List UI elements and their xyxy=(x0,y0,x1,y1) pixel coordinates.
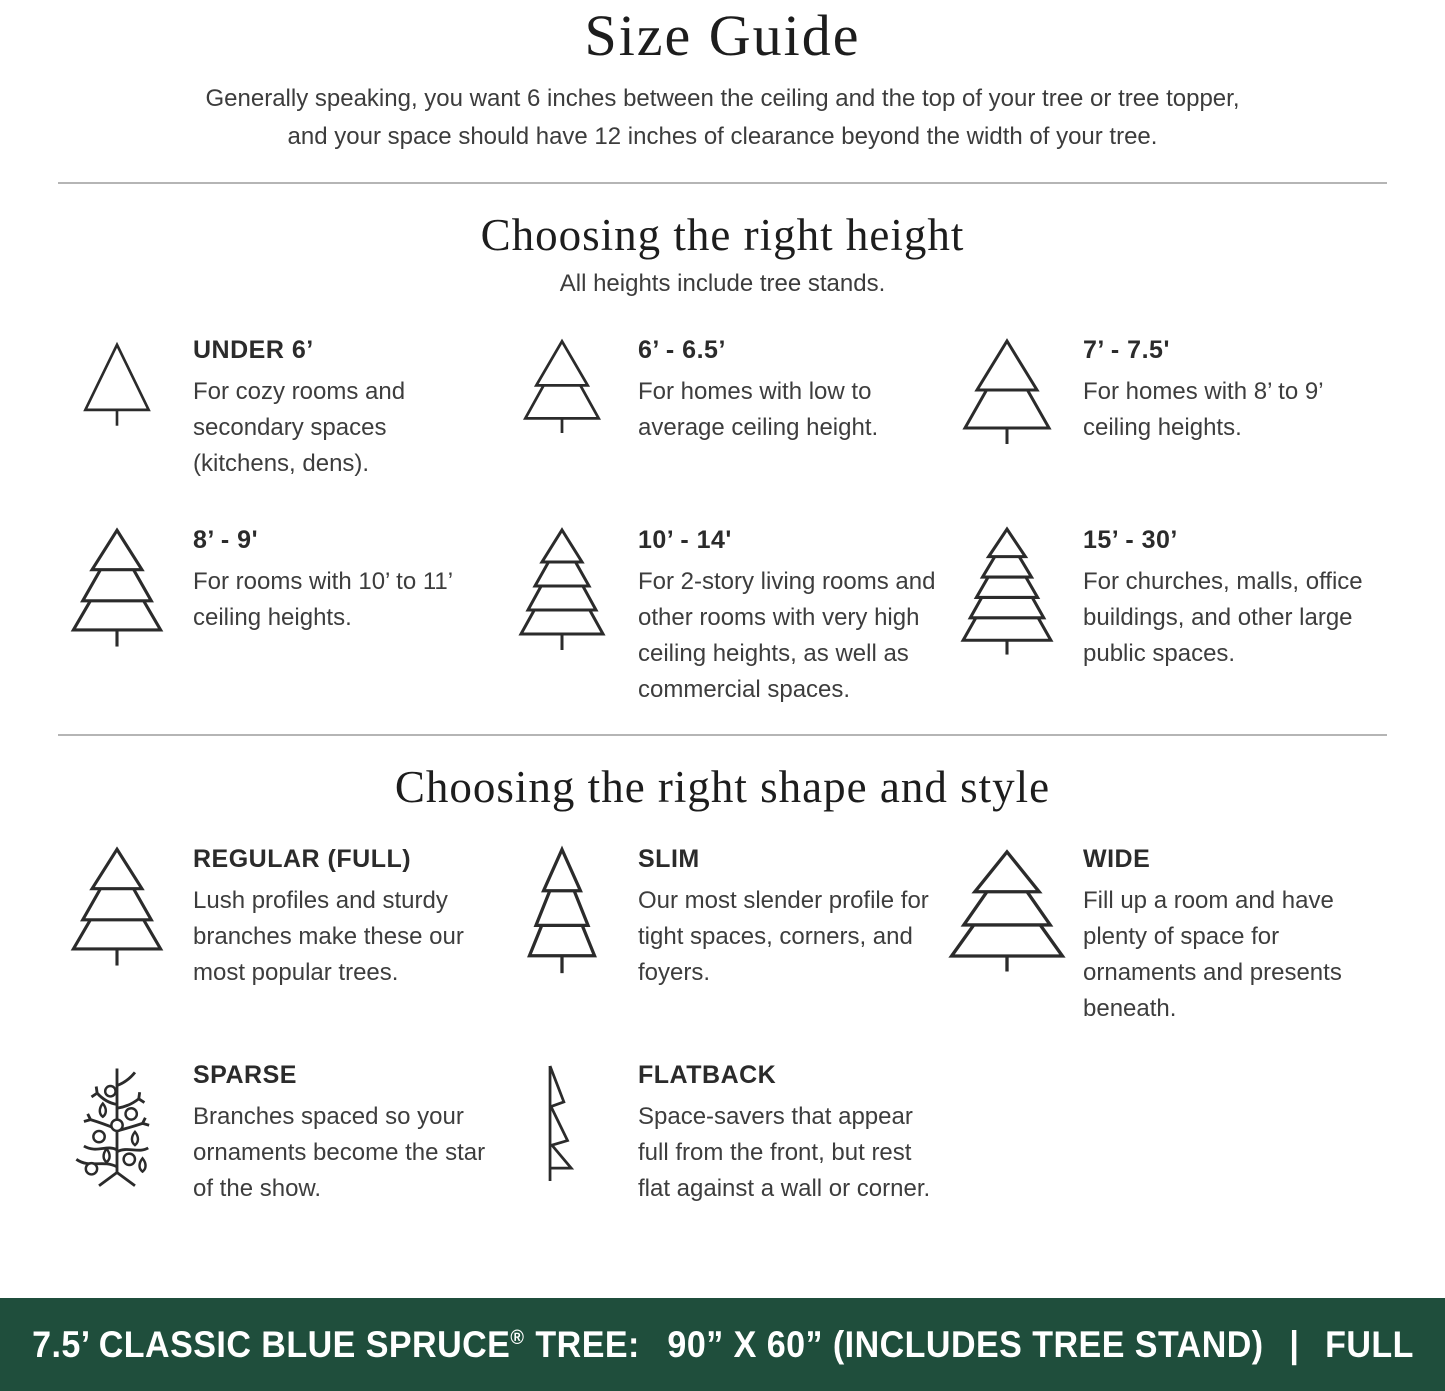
tree-icon-8-to-9 xyxy=(65,524,169,659)
shape-item-flatback xyxy=(500,1057,945,1207)
shape-item-regular xyxy=(55,841,500,1027)
height-item-description: For cozy rooms and secondary spaces (kitchens, dens). xyxy=(193,377,406,477)
height-item-7-to-7-5 xyxy=(945,332,1390,482)
icon-box xyxy=(55,1057,179,1201)
icon-box xyxy=(500,332,624,444)
height-item-description: For homes with 8’ to 9’ ceiling heights. xyxy=(1083,377,1323,441)
tree-icon-sparse xyxy=(65,1059,169,1201)
registered-trademark-symbol: ® xyxy=(509,1326,524,1349)
shape-item-label: FLATBACK xyxy=(638,1061,777,1090)
text-box xyxy=(1069,332,1390,446)
product-banner xyxy=(0,1298,1445,1391)
icon-box xyxy=(55,841,179,978)
icon-box xyxy=(945,841,1069,987)
tree-icon-15-to-30 xyxy=(956,524,1058,677)
text-box xyxy=(624,332,938,446)
banner-tree-label: TREE: xyxy=(534,1323,640,1365)
shape-item-description: Lush profiles and sturdy branches make these our most popular trees. xyxy=(193,887,464,987)
page-title: Size Guide xyxy=(584,3,861,68)
height-section xyxy=(0,184,1445,708)
height-item-label: 6’ - 6.5’ xyxy=(638,335,726,364)
tree-icon-slim xyxy=(524,843,600,984)
text-box xyxy=(179,332,463,482)
shape-grid xyxy=(0,841,1445,1207)
shape-item-sparse xyxy=(55,1057,500,1207)
height-item-description: For 2-story living rooms and other rooms with very high ceiling heights, as well as commercial spaces. xyxy=(638,567,936,703)
banner-separator: | xyxy=(1288,1323,1299,1365)
height-item-under-6 xyxy=(55,332,500,482)
text-box xyxy=(624,522,945,708)
text-box xyxy=(624,841,945,991)
icon-box xyxy=(500,1057,624,1189)
height-item-15-to-30 xyxy=(945,522,1390,708)
text-box xyxy=(1069,522,1383,672)
height-item-8-to-9 xyxy=(55,522,500,708)
icon-box xyxy=(945,332,1069,454)
shape-item-label: WIDE xyxy=(1083,845,1151,874)
icon-box xyxy=(945,522,1069,677)
banner-shape-label: FULL xyxy=(1324,1323,1414,1365)
shape-section-heading: Choosing the right shape and style xyxy=(394,761,1051,812)
shape-item-label: SLIM xyxy=(638,845,700,874)
tree-icon-regular-full xyxy=(65,843,169,978)
height-item-10-to-14 xyxy=(500,522,945,708)
height-section-subheading: All heights include tree stands. xyxy=(559,269,886,297)
tree-icon-flatback xyxy=(539,1059,585,1189)
height-item-label: UNDER 6’ xyxy=(193,335,314,364)
banner-product-name: 7.5’ CLASSIC BLUE SPRUCE xyxy=(31,1323,510,1365)
text-box xyxy=(624,1057,945,1207)
icon-box xyxy=(55,332,179,440)
icon-box xyxy=(55,522,179,659)
icon-box xyxy=(500,522,624,664)
text-box xyxy=(179,522,493,636)
height-item-label: 7’ - 7.5' xyxy=(1083,335,1170,364)
tree-icon-under-6 xyxy=(73,334,161,440)
banner-dimensions: 90” X 60” (INCLUDES TREE STAND) xyxy=(666,1323,1264,1365)
tree-icon-10-to-14 xyxy=(512,524,612,664)
intro-text: Generally speaking, you want 6 inches between the ceiling and the top of your tree or tree topper, and your space should have 12 inches of clearance beyond the width of your tree. xyxy=(205,84,1240,150)
height-section-heading: Choosing the right height xyxy=(480,209,965,260)
product-banner-text xyxy=(32,1324,1414,1366)
height-item-label: 15’ - 30’ xyxy=(1083,525,1178,554)
tree-icon-7-to-7-5 xyxy=(957,334,1057,454)
shape-item-label: SPARSE xyxy=(193,1061,297,1090)
shape-item-label: REGULAR (FULL) xyxy=(193,845,412,874)
tree-icon-6-to-6-5 xyxy=(516,334,608,444)
shape-item-description: Our most slender profile for tight spaces, corners, and foyers. xyxy=(638,887,929,987)
height-grid xyxy=(0,332,1445,708)
shape-item-description: Branches spaced so your ornaments become the star of the show. xyxy=(193,1103,486,1203)
shape-item-slim xyxy=(500,841,945,1027)
tree-icon-wide xyxy=(946,843,1068,987)
height-item-label: 10’ - 14' xyxy=(638,525,732,554)
shape-item-description: Space-savers that appear full from the front, but rest flat against a wall or corner. xyxy=(638,1103,931,1203)
height-item-description: For homes with low to average ceiling height. xyxy=(638,377,879,441)
height-item-label: 8’ - 9' xyxy=(193,525,259,554)
shape-section xyxy=(0,736,1445,1208)
text-box xyxy=(1069,841,1390,1027)
text-box xyxy=(179,1057,500,1207)
text-box xyxy=(179,841,500,991)
page-header xyxy=(0,0,1445,156)
shape-grid-empty-cell xyxy=(945,1057,1390,1207)
height-item-description: For churches, malls, office buildings, and other large public spaces. xyxy=(1083,567,1363,667)
shape-item-wide xyxy=(945,841,1390,1027)
icon-box xyxy=(500,841,624,984)
height-item-description: For rooms with 10’ to 11’ ceiling heights. xyxy=(193,567,453,631)
shape-item-description: Fill up a room and have plenty of space for ornaments and presents beneath. xyxy=(1083,887,1342,1023)
height-item-6-to-6-5 xyxy=(500,332,945,482)
